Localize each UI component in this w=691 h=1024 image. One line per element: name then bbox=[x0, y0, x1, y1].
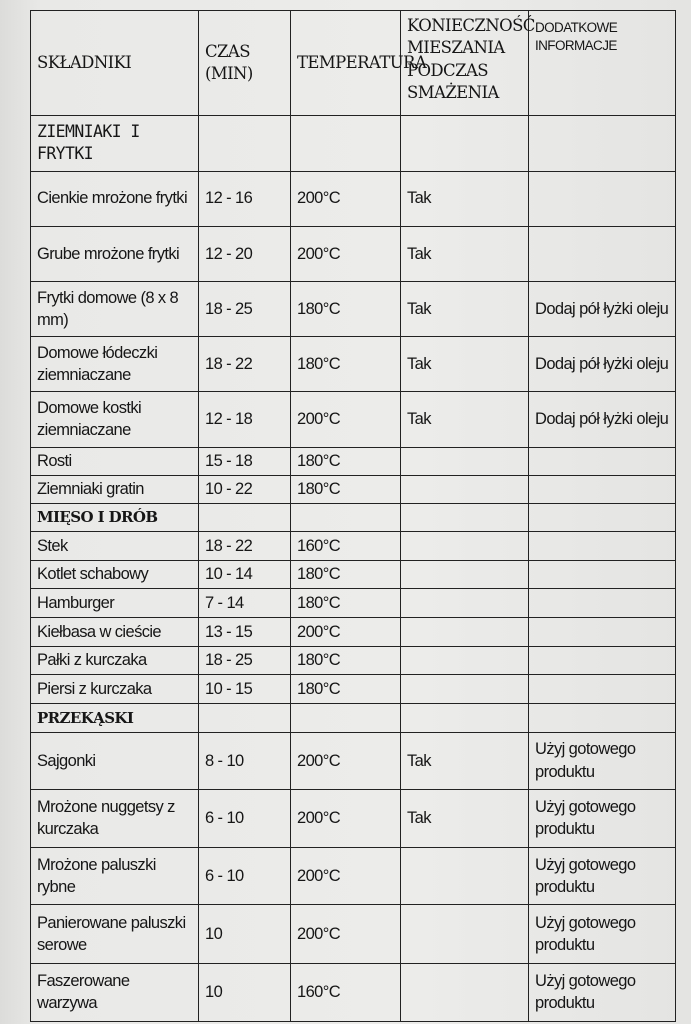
cell-mixing bbox=[401, 560, 529, 589]
cell-temperature: 180°C bbox=[291, 447, 401, 475]
cell-item-name: Kiełbasa w cieście bbox=[31, 618, 199, 647]
table-row bbox=[31, 618, 676, 647]
section-row bbox=[31, 703, 676, 732]
cell-item-name: Frytki domowe (8 x 8 mm) bbox=[31, 281, 199, 336]
cell-mixing: Tak bbox=[401, 732, 529, 789]
header-time: CZAS (MIN) bbox=[199, 11, 291, 116]
empty-cell bbox=[529, 116, 676, 171]
section-row bbox=[31, 116, 676, 171]
table-row bbox=[31, 675, 676, 704]
cell-time: 18 - 22 bbox=[199, 337, 291, 392]
cell-extra-info bbox=[529, 560, 676, 589]
cell-time: 15 - 18 bbox=[199, 447, 291, 475]
table-row bbox=[31, 848, 676, 905]
cell-mixing bbox=[401, 848, 529, 905]
cell-temperature: 200°C bbox=[291, 789, 401, 847]
cell-temperature: 180°C bbox=[291, 675, 401, 704]
cell-temperature: 180°C bbox=[291, 337, 401, 392]
cell-item-name: Mrożone paluszki rybne bbox=[31, 848, 199, 905]
empty-cell bbox=[199, 703, 291, 732]
section-title: PRZEKĄSKI bbox=[31, 703, 199, 732]
empty-cell bbox=[291, 116, 401, 171]
cell-temperature: 180°C bbox=[291, 281, 401, 336]
cell-extra-info bbox=[529, 447, 676, 475]
table-row bbox=[31, 963, 676, 1021]
cell-time: 6 - 10 bbox=[199, 848, 291, 905]
empty-cell bbox=[291, 503, 401, 532]
cell-extra-info: Użyj gotowego produktu bbox=[529, 732, 676, 789]
cell-time: 18 - 22 bbox=[199, 532, 291, 561]
cell-mixing bbox=[401, 905, 529, 963]
cell-item-name: Pałki z kurczaka bbox=[31, 646, 199, 675]
empty-cell bbox=[199, 503, 291, 532]
cell-mixing bbox=[401, 646, 529, 675]
cell-item-name: Faszerowane warzywa bbox=[31, 963, 199, 1021]
cell-time: 12 - 20 bbox=[199, 226, 291, 281]
cell-extra-info bbox=[529, 675, 676, 704]
table-row bbox=[31, 732, 676, 789]
cell-extra-info: Użyj gotowego produktu bbox=[529, 905, 676, 963]
cell-mixing bbox=[401, 589, 529, 618]
cell-time: 6 - 10 bbox=[199, 789, 291, 847]
cell-mixing bbox=[401, 675, 529, 704]
cell-temperature: 200°C bbox=[291, 848, 401, 905]
cell-extra-info bbox=[529, 646, 676, 675]
cell-time: 12 - 18 bbox=[199, 392, 291, 447]
cell-mixing bbox=[401, 618, 529, 647]
cell-mixing: Tak bbox=[401, 281, 529, 336]
cell-time: 10 - 22 bbox=[199, 475, 291, 503]
cell-temperature: 200°C bbox=[291, 618, 401, 647]
cell-item-name: Sajgonki bbox=[31, 732, 199, 789]
cell-temperature: 160°C bbox=[291, 532, 401, 561]
cell-extra-info bbox=[529, 226, 676, 281]
cell-item-name: Hamburger bbox=[31, 589, 199, 618]
cell-time: 7 - 14 bbox=[199, 589, 291, 618]
cell-time: 18 - 25 bbox=[199, 646, 291, 675]
table-row bbox=[31, 171, 676, 226]
header-row bbox=[31, 11, 676, 116]
cell-temperature: 200°C bbox=[291, 732, 401, 789]
cell-temperature: 200°C bbox=[291, 392, 401, 447]
cell-time: 8 - 10 bbox=[199, 732, 291, 789]
cell-extra-info: Użyj gotowego produktu bbox=[529, 848, 676, 905]
table-row bbox=[31, 905, 676, 963]
empty-cell bbox=[199, 116, 291, 171]
cell-extra-info bbox=[529, 532, 676, 561]
empty-cell bbox=[529, 503, 676, 532]
cell-item-name: Kotlet schabowy bbox=[31, 560, 199, 589]
cell-time: 13 - 15 bbox=[199, 618, 291, 647]
cell-time: 18 - 25 bbox=[199, 281, 291, 336]
cell-extra-info: Użyj gotowego produktu bbox=[529, 789, 676, 847]
cell-item-name: Piersi z kurczaka bbox=[31, 675, 199, 704]
cell-item-name: Domowe łódeczki ziemniaczane bbox=[31, 337, 199, 392]
cell-mixing bbox=[401, 447, 529, 475]
cell-extra-info bbox=[529, 618, 676, 647]
empty-cell bbox=[401, 703, 529, 732]
table-row bbox=[31, 475, 676, 503]
table-row bbox=[31, 646, 676, 675]
cell-item-name: Stek bbox=[31, 532, 199, 561]
cell-mixing: Tak bbox=[401, 392, 529, 447]
cell-item-name: Rosti bbox=[31, 447, 199, 475]
table-row bbox=[31, 447, 676, 475]
cell-mixing: Tak bbox=[401, 171, 529, 226]
section-title: ZIEMNIAKI I FRYTKI bbox=[31, 116, 199, 171]
cell-extra-info: Dodaj pół łyżki oleju bbox=[529, 392, 676, 447]
cell-extra-info bbox=[529, 589, 676, 618]
empty-cell bbox=[401, 116, 529, 171]
table-row bbox=[31, 226, 676, 281]
cell-temperature: 200°C bbox=[291, 226, 401, 281]
cell-temperature: 200°C bbox=[291, 171, 401, 226]
table-row bbox=[31, 560, 676, 589]
cell-extra-info bbox=[529, 171, 676, 226]
cell-time: 10 bbox=[199, 905, 291, 963]
cell-item-name: Ziemniaki gratin bbox=[31, 475, 199, 503]
cell-temperature: 200°C bbox=[291, 905, 401, 963]
cell-mixing: Tak bbox=[401, 337, 529, 392]
cell-time: 12 - 16 bbox=[199, 171, 291, 226]
header-extra-info: DODATKOWE INFORMACJE bbox=[529, 11, 676, 116]
cell-mixing bbox=[401, 532, 529, 561]
cooking-table bbox=[30, 10, 676, 1022]
cell-mixing: Tak bbox=[401, 226, 529, 281]
cell-temperature: 180°C bbox=[291, 646, 401, 675]
cell-mixing bbox=[401, 963, 529, 1021]
cell-mixing: Tak bbox=[401, 789, 529, 847]
cell-extra-info: Użyj gotowego produktu bbox=[529, 963, 676, 1021]
cell-temperature: 160°C bbox=[291, 963, 401, 1021]
header-temperature: TEMPERATURA bbox=[291, 11, 401, 116]
cell-extra-info: Dodaj pół łyżki oleju bbox=[529, 337, 676, 392]
cell-item-name: Grube mrożone frytki bbox=[31, 226, 199, 281]
cell-temperature: 180°C bbox=[291, 475, 401, 503]
header-ingredients: SKŁADNIKI bbox=[31, 11, 199, 116]
table-row bbox=[31, 589, 676, 618]
cell-item-name: Cienkie mrożone frytki bbox=[31, 171, 199, 226]
cell-extra-info bbox=[529, 475, 676, 503]
section-title: MIĘSO I DRÓB bbox=[31, 503, 199, 532]
cell-temperature: 180°C bbox=[291, 560, 401, 589]
cell-extra-info: Dodaj pół łyżki oleju bbox=[529, 281, 676, 336]
table-row bbox=[31, 789, 676, 847]
cell-mixing bbox=[401, 475, 529, 503]
cell-item-name: Mrożone nuggetsy z kurczaka bbox=[31, 789, 199, 847]
cell-item-name: Domowe kostki ziemniaczane bbox=[31, 392, 199, 447]
table-row bbox=[31, 337, 676, 392]
empty-cell bbox=[401, 503, 529, 532]
cell-time: 10 - 14 bbox=[199, 560, 291, 589]
cell-time: 10 - 15 bbox=[199, 675, 291, 704]
section-row bbox=[31, 503, 676, 532]
table-row bbox=[31, 392, 676, 447]
table-row bbox=[31, 532, 676, 561]
cell-temperature: 180°C bbox=[291, 589, 401, 618]
header-mixing: KONIECZNOŚĆ MIESZANIA PODCZAS SMAŻENIA bbox=[401, 11, 529, 116]
table-row bbox=[31, 281, 676, 336]
empty-cell bbox=[291, 703, 401, 732]
cell-time: 10 bbox=[199, 963, 291, 1021]
cell-item-name: Panierowane paluszki serowe bbox=[31, 905, 199, 963]
empty-cell bbox=[529, 703, 676, 732]
